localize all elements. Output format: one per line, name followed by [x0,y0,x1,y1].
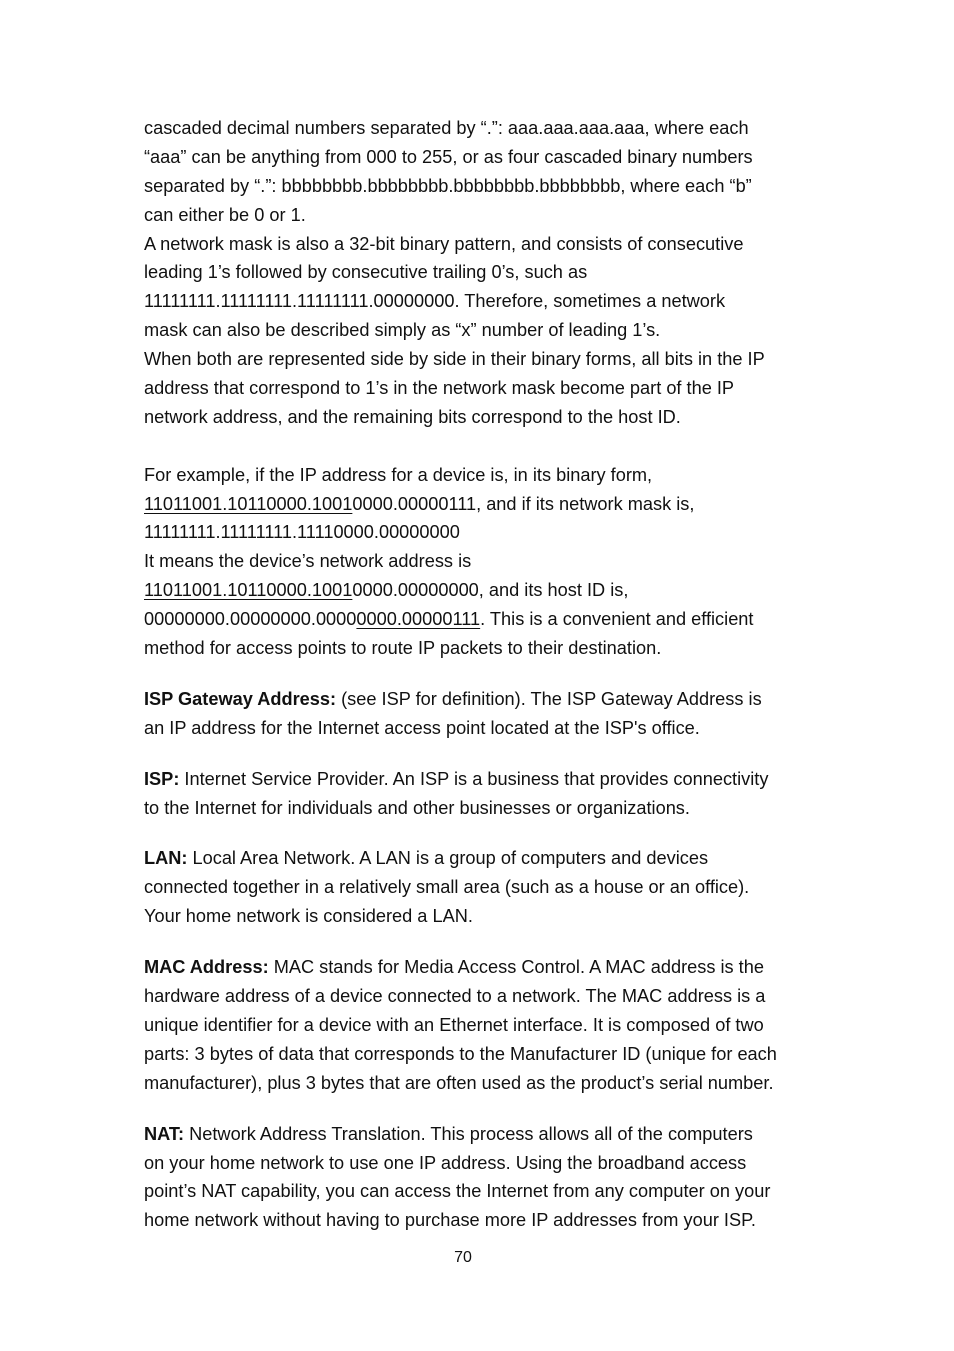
text-line: hardware address of a device connected to a network. The MAC address is a [144,986,766,1007]
text-line: can either be 0 or 1. [144,204,306,225]
network-bits-underlined: 11011001.10110000.1001 [144,493,353,514]
network-mask-paragraph [144,230,816,346]
text-line [144,605,816,634]
term-heading: ISP: [144,768,180,789]
text-line [144,576,816,605]
binary-forms-paragraph [144,345,816,432]
text-line: to the Internet for individuals and other businesses or organizations. [144,797,690,818]
text-segment: 00000000.00000000.0000 [144,609,357,630]
page-body [144,114,816,1235]
text-line: on your home network to use one IP address. Using the broadband access [144,1152,747,1173]
term-heading: MAC Address: [144,957,269,978]
text-line: 11111111.11111111.11111111.00000000. Therefore, sometimes a network [144,291,726,312]
page-number: 70 [454,1249,472,1266]
text-line: 11111111.11111111.11110000.00000000 [144,522,460,543]
term-heading: NAT: [144,1123,185,1144]
term-lan [144,844,816,931]
intro-paragraph [144,114,816,230]
text-line: leading 1’s followed by consecutive trailing 0’s, such as [144,262,588,283]
text-line: It means the device’s network address is [144,551,472,572]
term-nat [144,1120,816,1236]
text-line: an IP address for the Internet access point located at the ISP's office. [144,717,700,738]
text-segment: 0000.00000000, and its host ID is, [352,580,629,601]
text-segment: Local Area Network. A LAN is a group of computers and devices [187,848,709,869]
network-bits-underlined: 11011001.10110000.1001 [144,580,353,601]
text-segment: . This is a convenient and efficient [480,609,754,630]
text-line: Your home network is considered a LAN. [144,906,473,927]
example-paragraph [144,461,816,663]
text-line [144,844,816,873]
text-segment: 0000.00000111, and if its network mask is, [352,493,695,514]
text-line: mask can also be described simply as “x” number of leading 1’s. [144,320,661,341]
text-line: separated by “.”: bbbbbbbb.bbbbbbbb.bbbbbbbb.bbbbbbbb, where each “b” [144,175,752,196]
text-line [144,490,816,519]
term-mac-address [144,953,816,1097]
text-line [144,953,816,982]
text-line: method for access points to route IP packets to their destination. [144,638,662,659]
text-line: address that correspond to 1’s in the network mask become part of the IP [144,378,735,399]
term-isp [144,765,816,823]
text-line: home network without having to purchase more IP addresses from your ISP. [144,1210,756,1231]
text-line: unique identifier for a device with an Ethernet interface. It is composed of two [144,1014,764,1035]
text-line: connected together in a relatively small area (such as a house or an office). [144,877,750,898]
text-segment: MAC stands for Media Access Control. A MAC address is the [268,957,764,978]
host-bits-underlined: 0000.00000111 [356,609,481,630]
text-line: point’s NAT capability, you can access the Internet from any computer on your [144,1181,771,1202]
text-segment: (see ISP for definition). The ISP Gateway Address is [336,688,762,709]
term-heading: LAN: [144,848,188,869]
text-line: When both are represented side by side in their binary forms, all bits in the IP [144,349,765,370]
text-line: cascaded decimal numbers separated by “.”: aaa.aaa.aaa.aaa, where each [144,118,749,138]
text-segment: Network Address Translation. This process allows all of the computers [184,1123,753,1144]
text-line [144,765,816,794]
text-line: For example, if the IP address for a device is, in its binary form, [144,464,653,485]
text-line: network address, and the remaining bits correspond to the host ID. [144,406,681,427]
term-isp-gateway-address [144,685,816,743]
text-line: A network mask is also a 32-bit binary pattern, and consists of consecutive [144,233,744,254]
text-line: “aaa” can be anything from 000 to 255, or as four cascaded binary numbers [144,146,753,167]
text-line [144,685,816,714]
text-line [144,1120,816,1149]
text-line: manufacturer), plus 3 bytes that are often used as the product’s serial number. [144,1072,774,1093]
term-heading: ISP Gateway Address: [144,688,337,709]
text-line: parts: 3 bytes of data that corresponds to the Manufacturer ID (unique for each [144,1043,777,1064]
text-segment: Internet Service Provider. An ISP is a business that provides connectivity [179,768,769,789]
